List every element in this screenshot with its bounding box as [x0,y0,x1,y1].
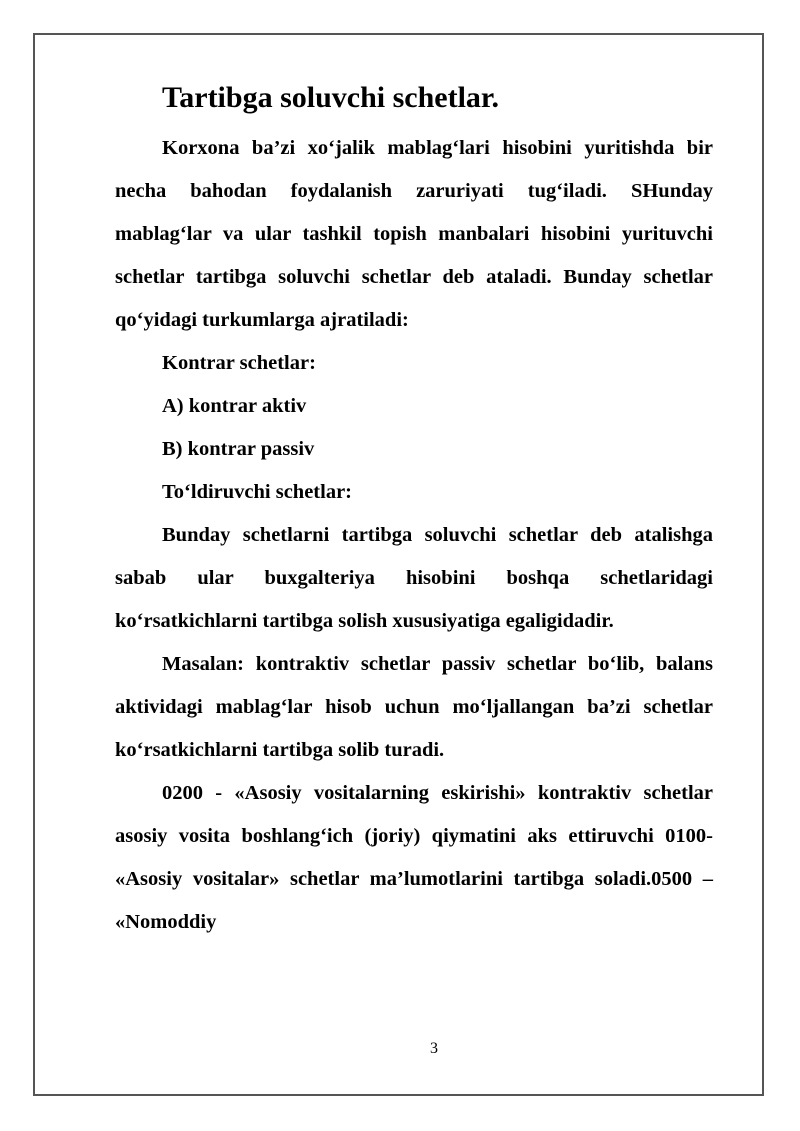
paragraph-intro: Korxona ba’zi xo‘jalik mablag‘lari hisobini yuritishda bir necha bahodan foydalanish zaruriyati tug‘iladi. SHunday mablag‘lar va ular tashkil topish manbalari hisobini yurituvchi schetlar tartibga soluvchi schetlar deb ataladi. Bunday schetlar qo‘yidagi turkumlarga ajratiladi: [115,137,713,331]
page-number: 3 [430,1040,438,1057]
list-item-kontrar-passiv: B) kontrar passiv [162,438,315,460]
document-body [115,78,713,944]
paragraph-reason: Bunday schetlarni tartibga soluvchi schetlar deb atalishga sabab ular buxgalteriya hisobini boshqa schetlaridagi ko‘rsatkichlarni tartibga solish xususiyatiga egaligidadir. [115,524,713,632]
paragraph-account-0200: 0200 - «Asosiy vositalarning eskirishi» kontraktiv schetlar asosiy vosita boshlang‘ich (joriy) qiymatini aks ettiruvchi 0100- «Asosiy vositalar» schetlar ma’lumotlarini tartibga soladi.0500 – «Nomoddiy [115,782,713,933]
paragraph-example: Masalan: kontraktiv schetlar passiv schetlar bo‘lib, balans aktividagi mablag‘lar hisob uchun mo‘ljallangan ba’zi schetlar ko‘rsatkichlarni tartibga solib turadi. [115,653,713,761]
document-title: Tartibga soluvchi schetlar. [162,81,499,114]
paragraph-toldiruvchi-heading: To‘ldiruvchi schetlar: [162,481,353,503]
list-item-kontrar-aktiv: A) kontrar aktiv [162,395,307,417]
paragraph-kontrar-heading: Kontrar schetlar: [162,352,316,374]
